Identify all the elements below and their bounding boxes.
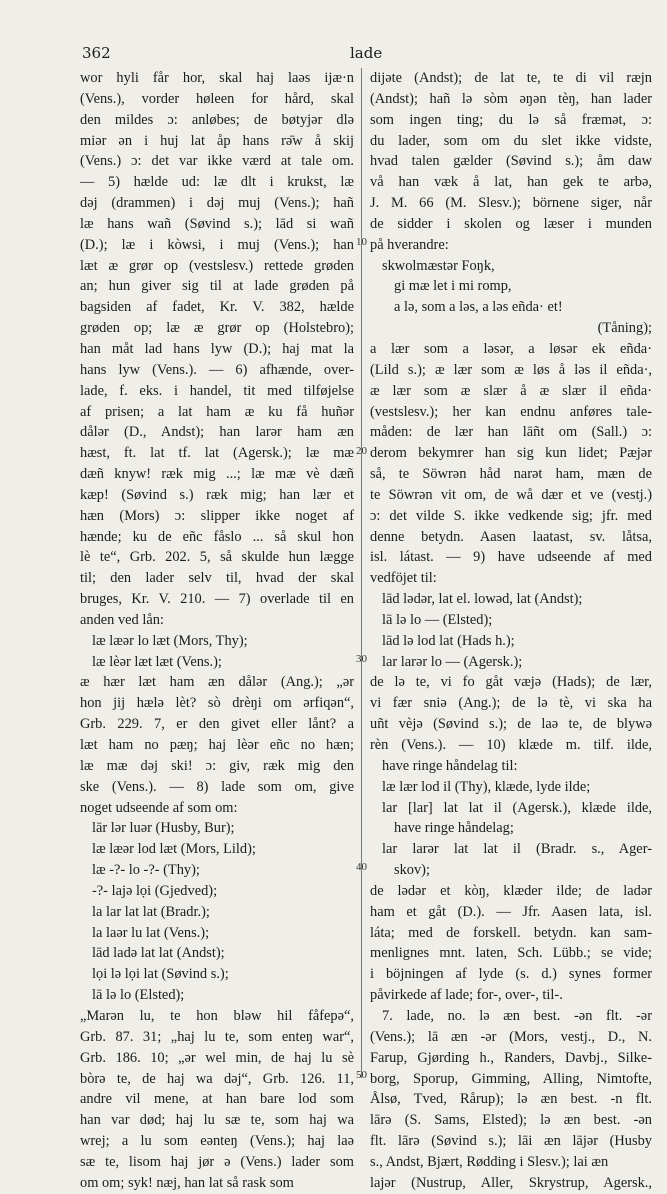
text-line: derom bekymrer han sig kun lidet; Pæjər [370,445,652,462]
column-divider [361,68,362,1078]
text-line: hon jij hælə lèt? sò drèŋi om ərfiqən“, [80,695,354,712]
text-line: læ -?- lo -?- (Thy); [92,862,200,879]
text-line: 7. lade, no. lə æn best. -ən flt. -ər [382,1007,652,1024]
text-line: til; den lader selv til, hvad der skal [80,570,354,587]
text-line: hænde; ku de eñc fåslo ... så skul hon [80,528,354,545]
text-line: kæp! (Søvind s.) ræk mig; han lær et [80,486,354,503]
text-line: lar larər lat lat il (Bradr. s., Ager- [382,841,652,858]
text-line: grøden op; læ æ grør op (Holstebro); [80,320,354,337]
text-line: om om; syk! næj, han lat så rask som [80,1174,294,1191]
text-line: af prisen; a lat ham æ ku få huñər [80,403,354,420]
text-line: wrej; a lu som eənteŋ (Vens.); haj laə [80,1133,354,1150]
margin-number-50: 50 [356,1069,367,1081]
page-number: 362 [82,44,111,62]
text-line: hæst, ft. lat tf. lat (Agersk.); læ mæ [80,445,354,462]
text-line: læ lèər læt læt (Vens.); [92,653,222,670]
text-line: anden ved lån: [80,611,164,628]
text-line: de sidder i skolen og læser i munden [370,215,652,232]
text-line: have ringe håndelag; [394,820,514,837]
text-line: denne betydn. Aasen laatast, sv. låtsa, [370,528,652,545]
text-line: lè te“, Grb. 202. 5, så skulde hun lægge [80,549,354,566]
text-line: den mildes ɔ: anløbes; de bøtyjər dlə [80,111,354,128]
text-line: ɔ: det vilde S. ikke vedkende sig; jfr. med [370,507,652,524]
text-line: Ålsø, Tved, Rårup); lə æn best. -n flt. [370,1091,652,1108]
text-line: læt ham no pæŋ; haj lèər eñc no hæn; [80,737,354,753]
text-line: lajər (Nustrup, Aller, Skrystrup, Agersk., [370,1174,652,1191]
text-line: uñt vèjə (Søvind s.); de laə te, de blywə [370,716,652,733]
text-line: (Vens.); lā æn -ər (Mors, vestj., D., N. [370,1028,652,1045]
text-line: isl. látast. — 9) have udseende af med [370,549,652,566]
text-line: andre vil mene, at han bare lod som [80,1091,354,1108]
text-line: lār lər luər (Husby, Bur); [92,820,235,837]
text-line: hæn (Mors) ɔ: slipper ikke noget af [80,507,354,524]
text-line: la laər lu lat (Vens.); [92,924,210,941]
text-line: han måt lad hans lyw (D.); haj mat la [80,340,354,357]
text-line: læ læər lo læt (Mors, Thy); [92,632,248,649]
text-line: (D.); læ i kòwsi, i muj (Vens.); han [80,236,354,253]
text-line: (Lild s.); æ lær som æ løs å ləs il eñda·, [370,361,652,378]
right-column [370,68,652,1191]
text-line: bagsiden af fadet, Kr. V. 382, hælde [80,299,354,316]
text-line: på hverandre: [370,236,449,253]
text-line: (Tåning); [597,320,652,337]
text-line: som ingen ting; du lə så fræmət, ɔ: [370,111,652,128]
text-line: skwolmæstər Foŋk, [382,257,495,274]
text-line: Grb. 87. 31; „haj lu te, som enteŋ war“, [80,1028,354,1045]
text-line: lād lədər, lat el. lowəd, lat (Andst); [382,591,583,608]
text-line: lā lə lo — (Elsted); [382,611,493,628]
text-line: láta; med de forskell. betydn. kan sam- [370,924,652,941]
text-line: (Vens.) ɔ: det var ikke værd at tale om. [80,153,354,170]
text-line: -?- lajə lọi (Gjedved); [92,882,218,899]
text-line: lar larər lo — (Agersk.); [382,653,523,670]
text-line: lọi lə lọi lat (Søvind s.); [92,966,229,983]
text-line: a lær som a ləsər, a løsər ek eñda· [370,340,652,357]
text-line: æ lær som æ slær å æ slær il eñda· [370,382,652,399]
text-line: måden: de lær han lāñt om (Sall.) ɔ: [370,424,652,441]
text-line: have ringe håndelag til: [382,757,518,774]
text-line: gi mæ let i mi romp, [394,278,512,295]
text-line: æ hær læt ham æn dålər (Ang.); „ər [80,674,354,691]
text-line: J. M. 66 (M. Slesv.); börnene siger, når [370,195,652,212]
margin-number-10: 10 [356,236,367,248]
running-head: lade [350,44,383,62]
text-line: dæñ knyw! ræk mig ...; læ mæ vè dæñ [80,466,354,483]
text-line: vedföjet til: [370,570,437,587]
text-line: ham et gåt (D.). — Jfr. Aasen lata, isl. [370,903,652,920]
text-line: i böjningen af lyde (s. d.) synes former [370,966,652,983]
text-line: hans lyw (Vens.). — 6) afhænde, over- [80,361,354,378]
text-line: dijəte (Andst); de lat te, te di vil ræjn [370,70,652,86]
text-line: vå han væk å lat, han gek te arbə, [370,174,652,191]
text-line: vi fær sniə (Ang.); de lə tè, vi ska ha [370,695,652,712]
text-line: borg, Sporup, Gimming, Alling, Nimtofte, [370,1070,652,1087]
margin-number-30: 30 [356,653,367,665]
margin-number-40: 40 [356,861,367,873]
text-line: læ mæ dəj ski! ɔ: giv, ræk mig den [80,757,354,774]
text-line: s., Andst, Bjært, Rødding i Slesv.); lai æn [370,1153,609,1170]
text-line: Grb. 229. 7, er den givet eller lånt? a [80,716,354,733]
text-line: lād lə lod lat (Hads h.); [382,632,515,649]
text-line: de lədər et kòŋ, klæder ilde; de ladər [370,882,652,899]
text-line: (Andst); hañ lə sòm əŋən tèŋ, han lader [370,90,652,107]
text-line: bòrə te, de haj wa dəj“, Grb. 126. 11, [80,1070,354,1087]
text-line: lārə (S. Sams, Elsted); lə æn best. -ən [370,1112,652,1129]
text-line: de lə te, vi fo gåt væjə (Hads); de lær, [370,674,652,691]
text-line: (Vens.), vorder høleen for hård, skal [80,90,354,107]
text-line: læ læər lod læt (Mors, Lild); [92,841,256,858]
text-line: hvad talen gælder (Søvind s.); åm daw [370,153,652,170]
text-line: menlignes mnt. laten, Sch. Lübb.; se vide; [370,945,652,962]
text-line: bruges, Kr. V. 210. — 7) overlade til en [80,591,354,608]
left-column [80,68,354,1191]
text-line: rèn (Vens.). — 10) klæde m. tilf. ilde, [370,737,652,753]
text-line: lade, f. eks. i handel, tit med tilføjelse [80,382,354,399]
text-line: du lader, som om du slet ikke vidste, [370,132,652,149]
text-line: miər ən i huj lat åp hans rə̄w å skij [80,132,354,149]
text-line: noget udseende af som om: [80,799,238,816]
margin-number-20: 20 [356,445,367,457]
text-line: Farup, Gjørding h., Randers, Davbj., Silke- [370,1049,652,1066]
text-line: dålər (D., Andst); han larər ham æn [80,424,354,441]
text-line: „Marən lu, te hon bləw hil fåfepə“, [80,1007,354,1024]
text-line: læ hans wañ (Søvind s.); lād si wañ [80,215,354,232]
text-line: wor hyli får hor, skal haj laəs ijæ·n [80,70,354,86]
text-line: flt. lārə (Søvind s.); lāi æn lājər (Husby [370,1133,652,1150]
text-line: skov); [394,862,430,879]
text-line: dəj (drammen) i dəj muj (Vens.); hañ [80,195,354,212]
text-line: an; hun giver sig til at lade grøden på [80,278,354,295]
text-line: lar [lar] lat lat il (Agersk.), klæde ilde, [382,799,652,816]
text-line: han var død; haj lu sæ te, som haj wa [80,1112,354,1129]
text-line: så, te Söwrən håd narət ham, mæn de [370,466,652,483]
text-line: lā lə lo (Elsted); [92,987,185,1004]
text-line: lād ladə lat lat (Andst); [92,945,225,962]
text-line: påvirkede af lade; for-, over-, til-. [370,987,563,1004]
text-line: sæ te, lisom haj jør ə (Vens.) lader som [80,1153,354,1170]
text-line: ske (Vens.). — 8) lade som om, give [80,778,354,795]
text-line: læt æ grør op (vestslesv.) rettede grøden [80,257,354,274]
text-line: (vestslesv.); her kan endnu anføres tale- [370,403,652,420]
text-line: te Söwrən vit om, de wå dær et ve (vestj.) [370,486,652,503]
text-line: — 5) hælde ud: læ dlt i krukst, læ [80,174,354,191]
text-line: Grb. 186. 10; „ər wel min, de haj lu sè [80,1049,354,1066]
text-line: a lə, som a ləs, a ləs eñda· et! [394,299,563,316]
text-line: læ lær lod il (Thy), klæde, lyde ilde; [382,778,591,795]
text-line: la lar lat lat (Bradr.); [92,903,210,920]
